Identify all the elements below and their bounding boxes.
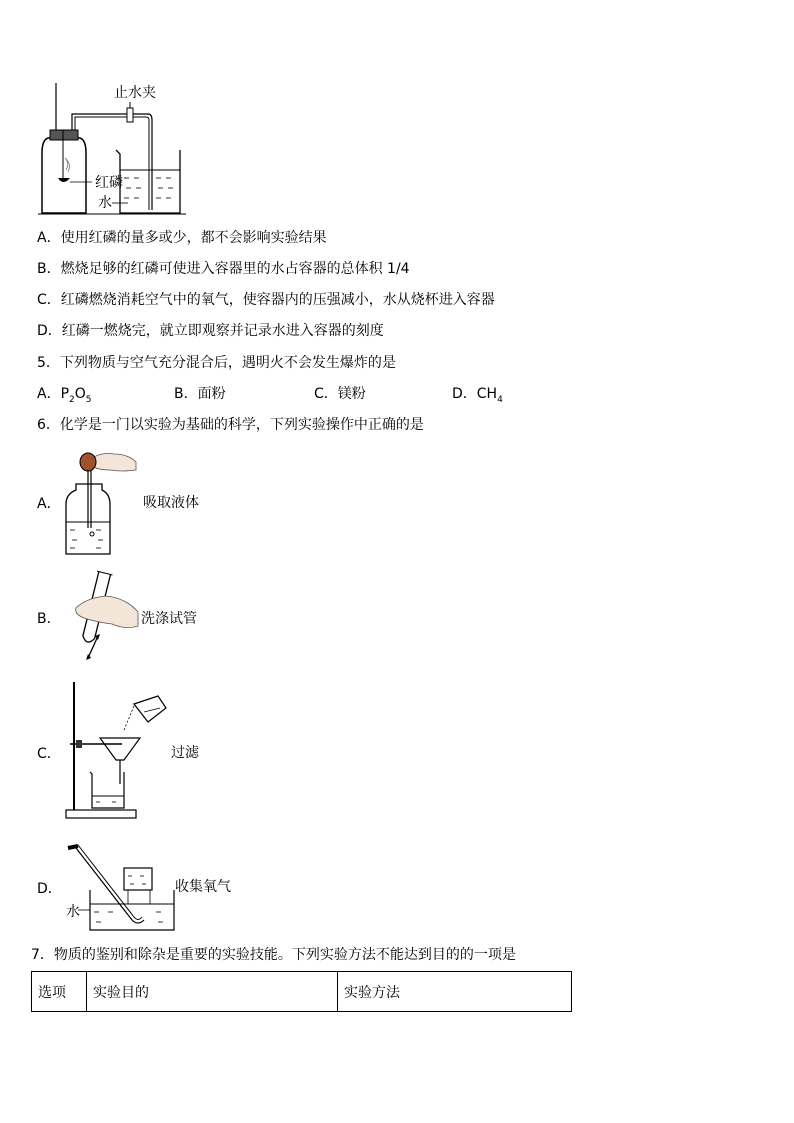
- q7-table: [31, 971, 572, 1012]
- q5-option-c: C．镁粉: [314, 386, 366, 402]
- q6-option-c-letter: C．: [37, 746, 61, 762]
- q4-option-d: D．红磷一燃烧完，就立即观察并记录水进入容器的刻度: [37, 323, 384, 339]
- q6-option-d-water-label: 水: [66, 904, 80, 920]
- table-header-method: 实验方法: [338, 972, 572, 1012]
- q5-stem: 5．下列物质与空气充分混合后，遇明火不会发生爆炸的是: [37, 355, 396, 371]
- q6-option-c-label: 过滤: [171, 745, 199, 761]
- table-header-purpose: 实验目的: [87, 972, 338, 1012]
- q4-option-b: B．燃烧足够的红磷可使进入容器里的水占容器的总体积 1/4: [37, 261, 410, 277]
- q4-option-c: C．红磷燃烧消耗空气中的氧气，使容器内的压强减小，水从烧杯进入容器: [37, 292, 495, 308]
- table-header-option: 选项: [32, 972, 87, 1012]
- q6-option-a-label: 吸取液体: [143, 495, 199, 511]
- q6-option-d-letter: D．: [37, 881, 62, 897]
- q6-option-b-label: 洗涤试管: [141, 611, 197, 627]
- q5-option-d: D．$CH_4$: [452, 386, 503, 405]
- dropper-bottle-illustration: [62, 448, 138, 556]
- water-label: 水: [98, 195, 112, 211]
- clamp-label: 止水夹: [114, 85, 156, 101]
- q5-option-a: A．$P_2O_5$: [37, 386, 92, 405]
- q6-option-d-label: 收集氧气: [175, 879, 231, 895]
- q4-option-a: A．使用红磷的量多或少，都不会影响实验结果: [37, 230, 327, 246]
- phosphorus-label: 红磷: [95, 175, 123, 191]
- q6-option-b-letter: B．: [37, 611, 61, 627]
- filtration-illustration: [62, 678, 170, 820]
- q6-stem: 6．化学是一门以实验为基础的科学，下列实验操作中正确的是: [37, 417, 424, 433]
- q6-option-a-letter: A．: [37, 496, 61, 512]
- q5-option-b: B．面粉: [174, 386, 226, 402]
- table-header-row: [32, 972, 572, 1012]
- q7-stem: 7．物质的鉴别和除杂是重要的实验技能。下列实验方法不能达到目的的一项是: [31, 947, 516, 963]
- test-tube-washing-illustration: [66, 568, 146, 662]
